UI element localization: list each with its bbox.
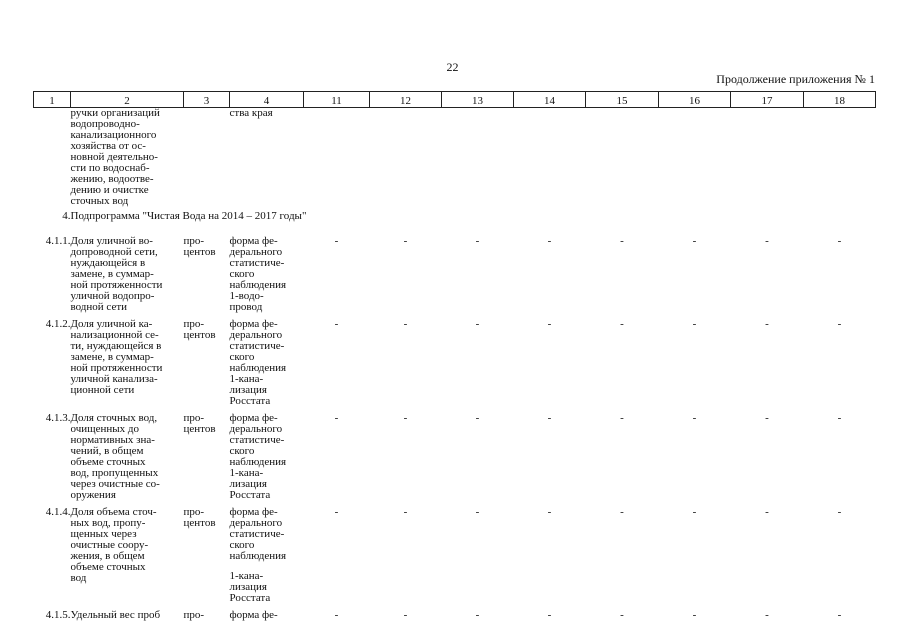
value-cell: - [334, 412, 339, 424]
unit-of-measure: про- центов [183, 318, 216, 341]
row-number: 4.1.5. [45, 609, 71, 621]
column-header: 13 [442, 92, 514, 108]
value-cell: - [837, 506, 842, 518]
subprogram-title: Подпрограмма "Чистая Вода на 2014 – 2017 годы" [70, 210, 307, 222]
column-header: 2 [71, 92, 184, 108]
subprogram-number: 4. [62, 210, 71, 222]
value-cell: - [692, 506, 697, 518]
data-source-continued: 1-кана- лизация Росстата [229, 570, 271, 604]
table-row [34, 319, 876, 413]
value-cell: - [403, 412, 408, 424]
unit-of-measure: про- центов [183, 235, 216, 258]
value-cell: - [765, 506, 769, 518]
value-cell: - [547, 412, 552, 424]
row-number: 4.1.4. [45, 506, 71, 518]
value-cell: - [692, 318, 697, 330]
value-cell: - [475, 609, 480, 621]
value-cell: - [837, 412, 842, 424]
value-cell: - [475, 506, 480, 518]
value-cell: - [475, 318, 480, 330]
table-row [34, 413, 876, 507]
value-cell: - [837, 235, 842, 247]
value-cell: - [547, 235, 552, 247]
value-cell: - [403, 235, 408, 247]
row-number: 4.1.1. [45, 235, 71, 247]
header-row [34, 92, 876, 108]
data-source: форма фе- [229, 609, 278, 621]
value-cell: - [765, 412, 769, 424]
page-number: 22 [446, 60, 459, 74]
value-cell: - [334, 318, 339, 330]
row-number: 4.1.2. [45, 318, 71, 330]
value-cell: - [692, 235, 697, 247]
column-header: 18 [804, 92, 876, 108]
value-cell: - [692, 609, 697, 621]
column-header: 17 [731, 92, 804, 108]
value-cell: - [837, 609, 842, 621]
indicator-name: ручки организаций водопроводно- канализационного хозяйства от ос- новной деятельно- сти по водоснаб- жению, водоотве- дению и очистке сточных вод [70, 107, 160, 207]
table-row [34, 610, 876, 627]
unit-of-measure: про- центов [183, 412, 216, 435]
value-cell: - [765, 609, 769, 621]
value-cell: - [547, 318, 552, 330]
column-header: 3 [184, 92, 230, 108]
column-header: 4 [230, 92, 304, 108]
row-number: 4.1.3. [45, 412, 71, 424]
unit-of-measure: про- центов [183, 506, 216, 529]
data-source-cell [230, 507, 304, 610]
value-cell: - [475, 235, 480, 247]
indicator-name: Доля уличной во- допроводной сети, нуждающейся в замене, в суммар- ной протяженности уличной водопро- водной сети [70, 235, 163, 313]
column-header: 1 [34, 92, 71, 108]
indicator-name: Доля сточных вод, очищенных до нормативных зна- чений, в общем объеме сточных вод, пропущенных через очистные со- оружения [70, 412, 160, 501]
data-source: форма фе- дерального статистиче- ского наблюдения 1-кана- лизация Росстата [229, 318, 287, 407]
value-cell: - [620, 506, 624, 518]
value-cell: - [837, 318, 842, 330]
value-cell: - [334, 506, 339, 518]
column-header: 16 [659, 92, 731, 108]
indicator-name: Удельный вес проб [70, 609, 161, 621]
value-cell: - [403, 609, 408, 621]
value-cell: - [620, 318, 624, 330]
value-cell: - [620, 412, 624, 424]
column-header: 12 [370, 92, 442, 108]
data-source: форма фе- дерального статистиче- ского наблюдения [229, 506, 287, 562]
subprogram-row [34, 211, 876, 236]
value-cell: - [620, 609, 624, 621]
indicator-name: Доля уличной ка- нализационной се- ти, нуждающейся в замене, в суммар- ной протяженности уличной канализа- ционной сети [70, 318, 163, 396]
value-cell: - [765, 235, 769, 247]
value-cell: - [475, 412, 480, 424]
table-row [34, 108, 876, 212]
value-cell: - [334, 609, 339, 621]
value-cell: - [403, 318, 408, 330]
value-cell: - [403, 506, 408, 518]
value-cell: - [547, 609, 552, 621]
data-source: форма фе- дерального статистиче- ского наблюдения 1-кана- лизация Росстата [229, 412, 287, 501]
column-header: 15 [586, 92, 659, 108]
value-cell: - [765, 318, 769, 330]
indicator-name: Доля объема сточ- ных вод, пропу- щенных через очистные соору- жения, в общем объеме сточных вод [70, 506, 157, 584]
column-header: 11 [304, 92, 370, 108]
value-cell: - [547, 506, 552, 518]
data-source: ства края [229, 107, 273, 119]
value-cell: - [620, 235, 624, 247]
table-row [34, 236, 876, 319]
indicators-table [33, 91, 876, 627]
continuation-note: Продолжение приложения № 1 [716, 72, 875, 86]
value-cell: - [334, 235, 339, 247]
unit-of-measure: про- [183, 609, 205, 621]
value-cell: - [692, 412, 697, 424]
data-source: форма фе- дерального статистиче- ского наблюдения 1-водо- провод [229, 235, 287, 313]
column-header: 14 [514, 92, 586, 108]
table-row [34, 507, 876, 610]
